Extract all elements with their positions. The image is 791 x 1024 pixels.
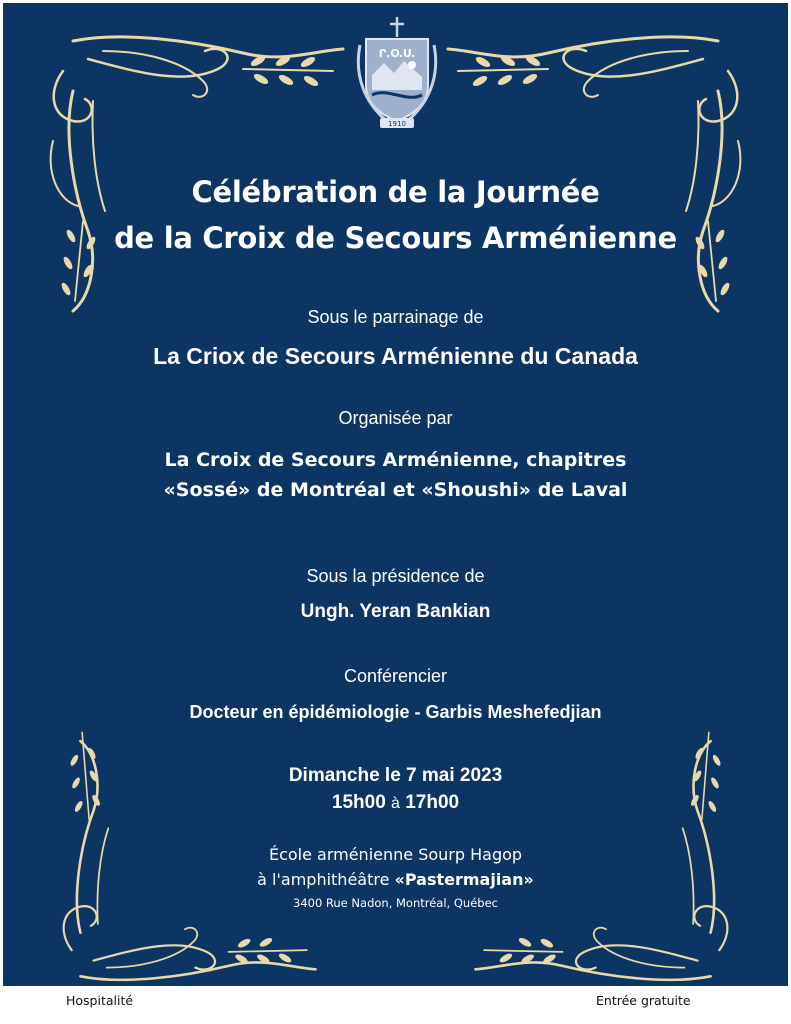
organization-emblem-icon	[352, 15, 442, 135]
flyer-panel	[3, 3, 788, 986]
organizer-label: Organisée par	[338, 408, 453, 428]
event-title-line-2: de la Croix de Secours Arménienne	[114, 221, 677, 255]
event-start-time: 15h00	[331, 792, 386, 813]
emblem-year: 1910	[388, 120, 406, 128]
event-title-line-1: Célébration de la Journée	[191, 175, 600, 209]
sponsorship-label: Sous le parrainage de	[307, 307, 484, 327]
speaker-label: Conférencier	[343, 666, 448, 686]
event-time	[3, 792, 788, 814]
venue-room	[3, 870, 788, 889]
president-name: Ungh. Yeran Bankian	[300, 601, 491, 622]
venue-name: École arménienne Sourp Hagop	[268, 845, 523, 864]
organizer-line-2: «Sossé» de Montréal et «Shoushi» de Laval	[163, 479, 628, 501]
footer-free-entry: Entrée gratuite	[596, 993, 691, 1008]
footer-hospitality: Hospitalité	[66, 993, 134, 1008]
venue-room-prefix: à l'amphithéâtre	[257, 870, 395, 889]
sponsor-name: La Criox de Secours Arménienne du Canada	[153, 343, 638, 369]
event-end-time: 17h00	[405, 792, 460, 813]
event-date: Dimanche le 7 mai 2023	[288, 765, 503, 786]
venue-room-name: «Pastermajian»	[394, 870, 534, 889]
emblem-initials: Ր.Օ.Ս.	[378, 47, 416, 60]
organizer-line-1: La Croix de Secours Arménienne, chapitres	[164, 449, 627, 471]
venue-address: 3400 Rue Nadon, Montréal, Québec	[293, 896, 498, 910]
speaker-name: Docteur en épidémiologie - Garbis Meshefedjian	[189, 702, 602, 722]
presidency-label: Sous la présidence de	[306, 566, 485, 586]
event-time-separator: à	[391, 795, 400, 812]
